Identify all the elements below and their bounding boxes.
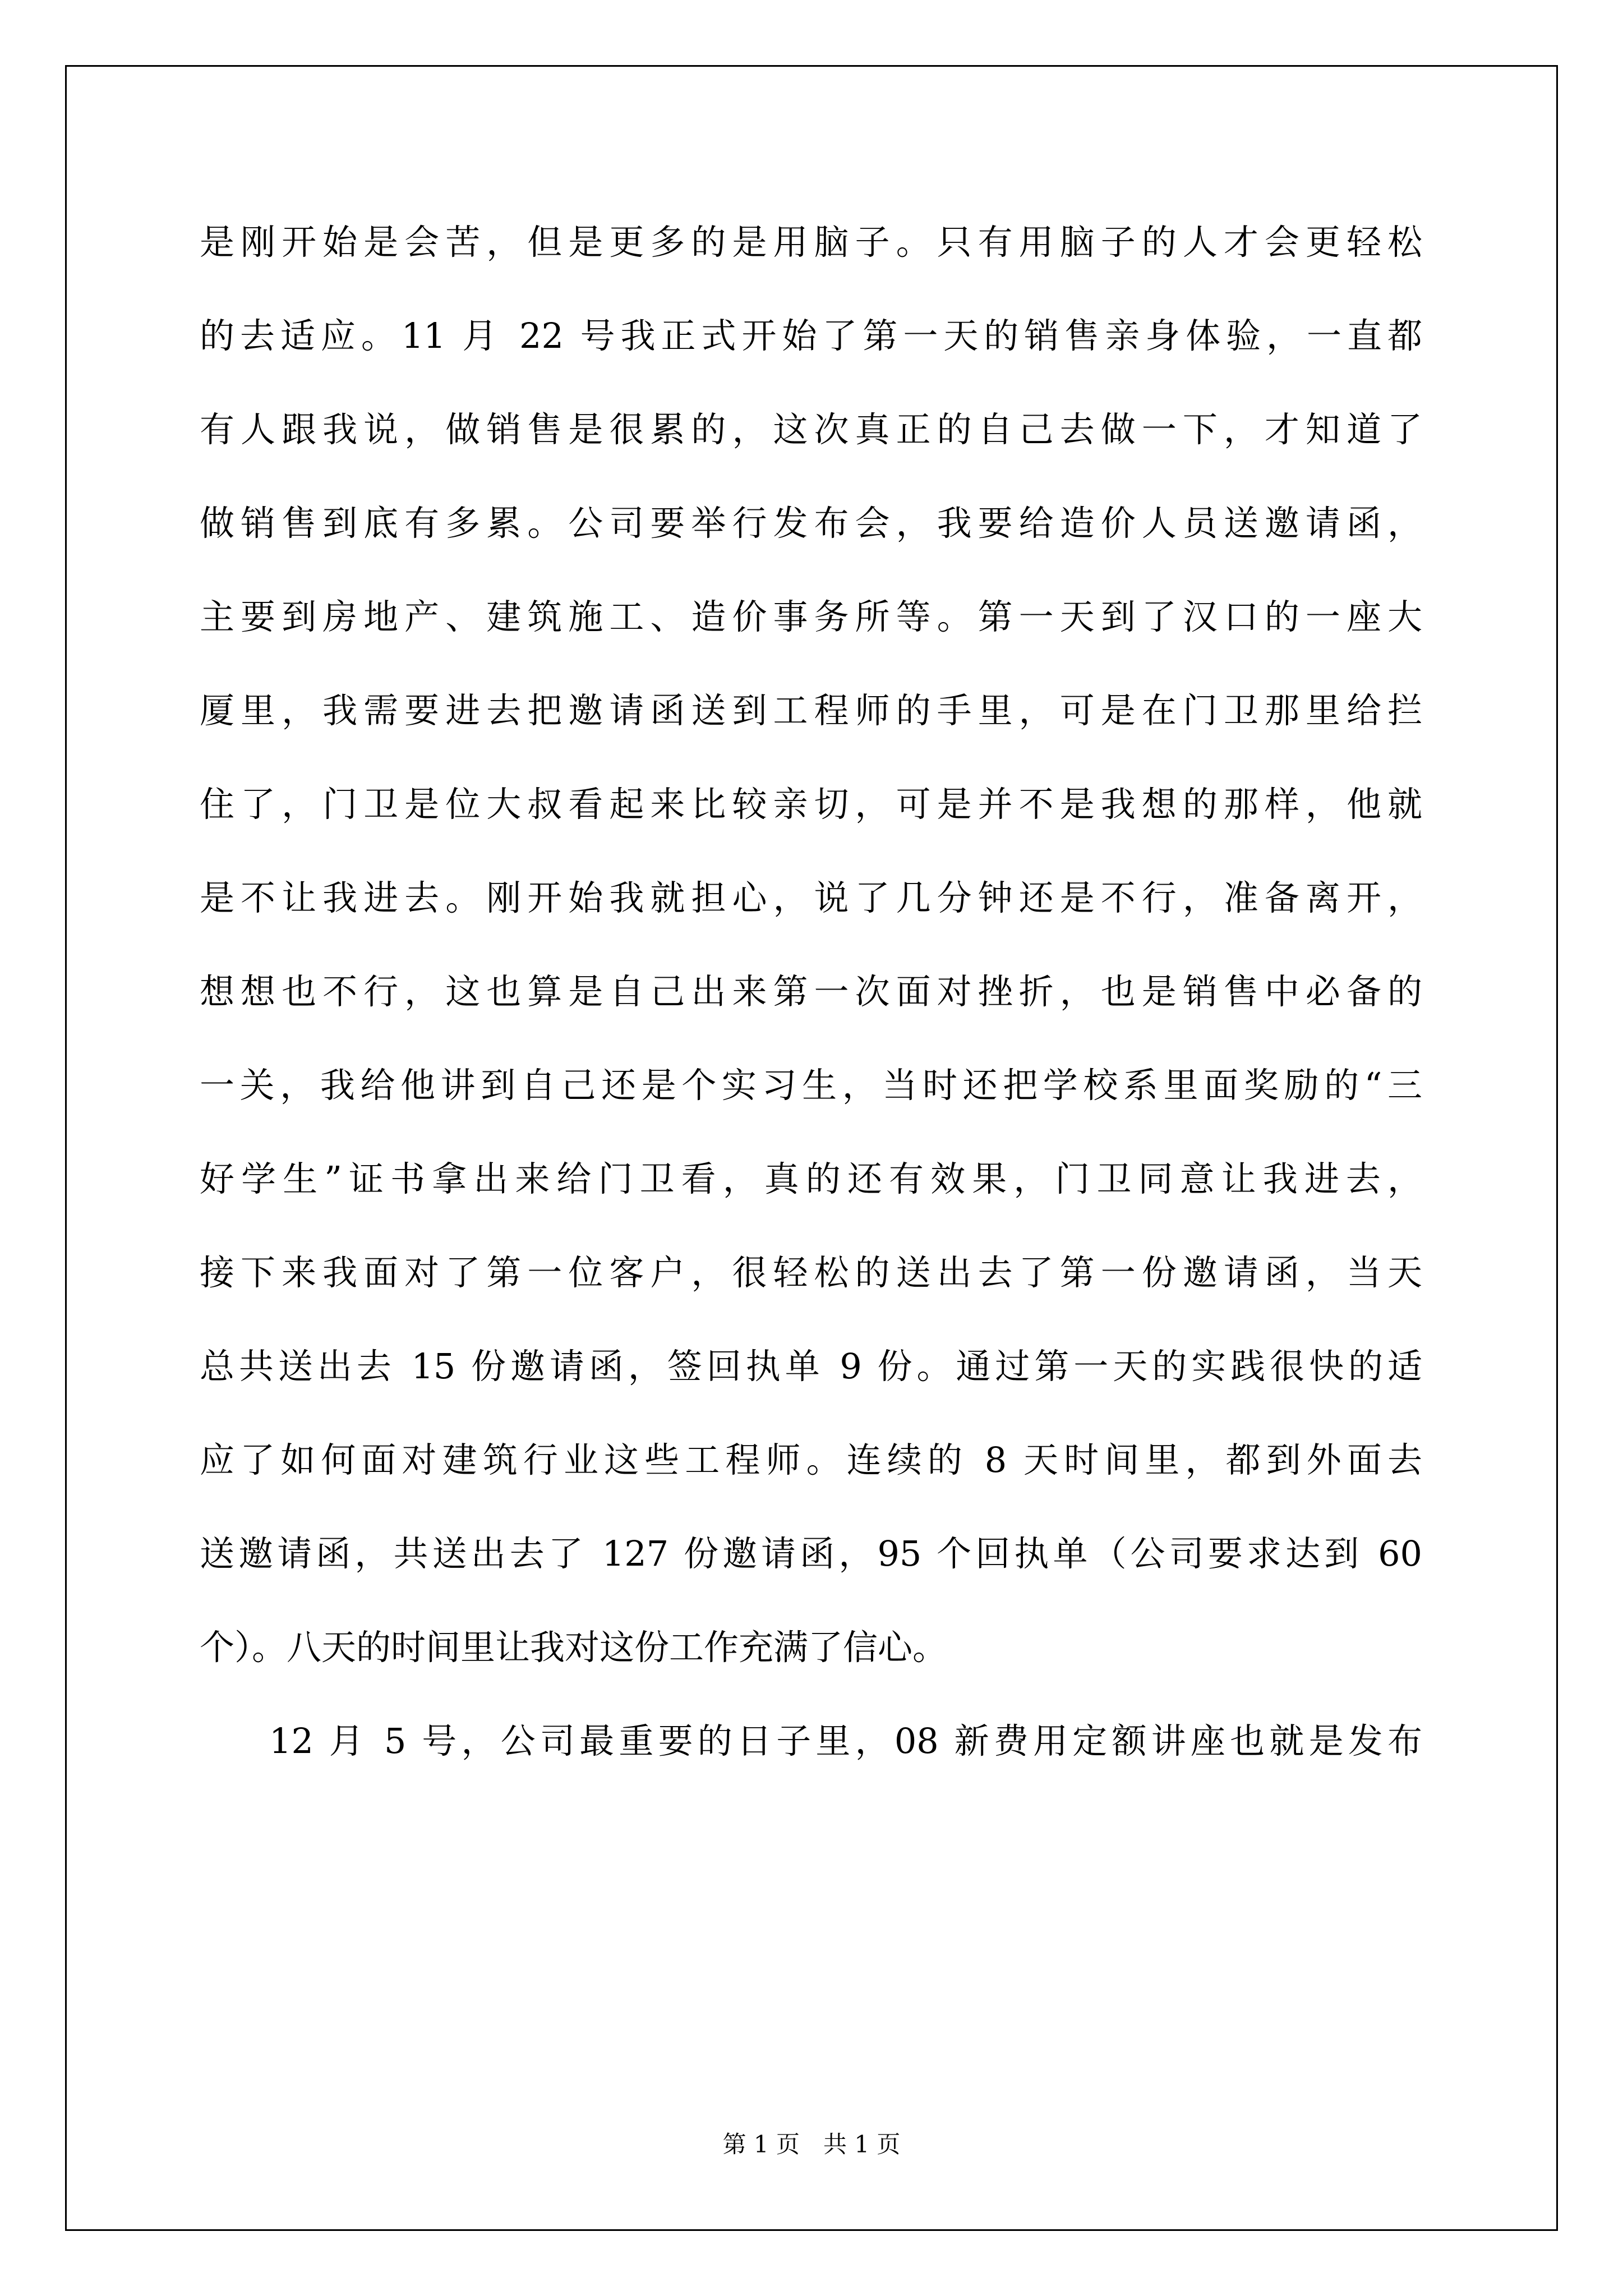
- text-line: 是不让我进去。刚开始我就担心，说了几分钟还是不行，准备离开，: [200, 877, 1422, 918]
- page-number-footer: 第 1 页 共 1 页: [722, 2131, 901, 2158]
- text-line: 是刚开始是会苦，但是更多的是用脑子。只有用脑子的人才会更轻松: [200, 222, 1422, 263]
- text-line: 住了，门卫是位大叔看起来比较亲切，可是并不是我想的那样，他就: [200, 784, 1422, 825]
- text-line: 好学生”证书拿出来给门卫看，真的还有效果，门卫同意让我进去，: [200, 1158, 1422, 1199]
- text-line: 应了如何面对建筑行业这些工程师。连续的 8 天时间里，都到外面去: [200, 1439, 1422, 1480]
- text-line: 想想也不行，这也算是自己出来第一次面对挫折，也是销售中必备的: [200, 971, 1422, 1012]
- text-line: 接下来我面对了第一位客户，很轻松的送出去了第一份邀请函，当天: [200, 1252, 1422, 1293]
- text-line: 主要到房地产、建筑施工、造价事务所等。第一天到了汉口的一座大: [200, 596, 1422, 637]
- text-line: 一关，我给他讲到自己还是个实习生，当时还把学校系里面奖励的“三: [200, 1065, 1422, 1106]
- document-body: [200, 214, 1422, 1807]
- paragraph-end-line: 个）。八天的时间里让我对这份工作充满了信心。: [200, 1627, 948, 1668]
- text-line: 送邀请函，共送出去了 127 份邀请函，95 个回执单（公司要求达到 60: [200, 1533, 1422, 1574]
- text-line: 有人跟我说，做销售是很累的，这次真正的自己去做一下，才知道了: [200, 409, 1422, 450]
- text-line: 总共送出去 15 份邀请函，签回执单 9 份。通过第一天的实践很快的适: [200, 1346, 1422, 1387]
- text-line: 做销售到底有多累。公司要举行发布会，我要给造价人员送邀请函，: [200, 503, 1422, 544]
- text-line: 的去适应。11 月 22 号我正式开始了第一天的销售亲身体验，一直都: [200, 315, 1422, 356]
- text-line: 厦里，我需要进去把邀请函送到工程师的手里，可是在门卫那里给拦: [200, 690, 1422, 731]
- paragraph-start-line: 12 月 5 号，公司最重要的日子里，08 新费用定额讲座也就是发布: [269, 1720, 1422, 1761]
